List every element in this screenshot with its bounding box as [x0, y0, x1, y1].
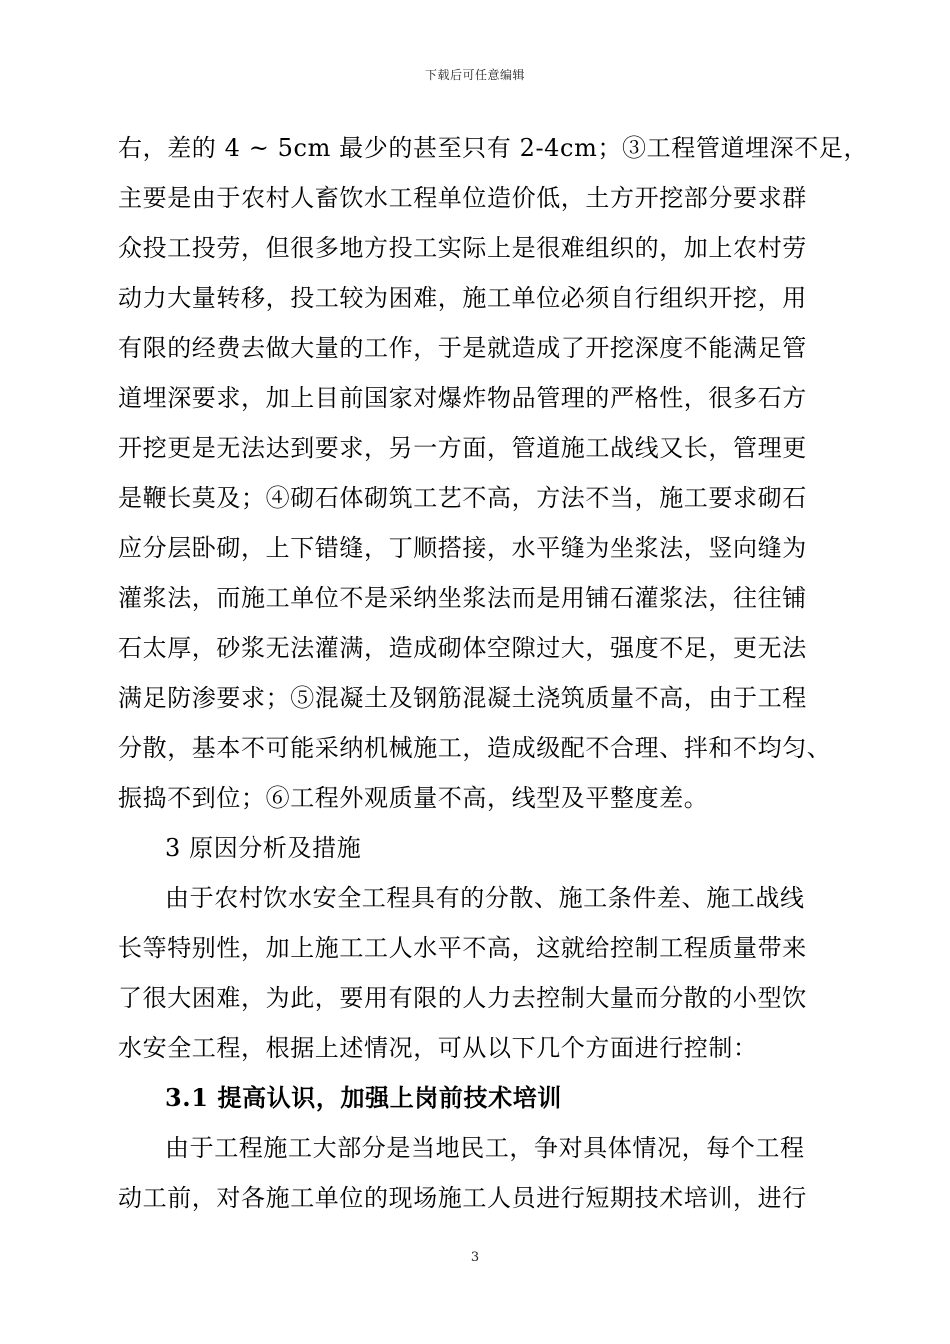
text-line: 开挖更是无法达到要求，另一方面，管道施工战线又长，管理更	[118, 434, 807, 462]
text-line: 振捣不到位；⑥工程外观质量不高，线型及平整度差。	[118, 784, 709, 812]
text-line: 灌浆法，而施工单位不是采纳坐浆法而是用铺石灌浆法，往往铺	[118, 584, 807, 612]
text-line: 动工前，对各施工单位的现场施工人员进行短期技术培训，进行	[118, 1184, 807, 1212]
subsection-heading: 3.1 提高认识，加强上岗前技术培训	[165, 1083, 562, 1112]
text-line: 了很大困难，为此，要用有限的人力去控制大量而分散的小型饮	[118, 984, 807, 1012]
page-header: 下载后可任意编辑	[424, 68, 525, 82]
text-line: 众投工投劳，但很多地方投工实际上是很难组织的，加上农村劳	[118, 234, 807, 262]
text-line: 由于工程施工大部分是当地民工，争对具体情况，每个工程	[165, 1134, 805, 1162]
text-line: 水安全工程，根据上述情况，可从以下几个方面进行控制：	[118, 1034, 758, 1062]
text-line: 主要是由于农村人畜饮水工程单位造价低，土方开挖部分要求群	[118, 184, 807, 212]
page-number: 3	[470, 1250, 480, 1265]
text-line: 应分层卧砌，上下错缝，丁顺搭接，水平缝为坐浆法，竖向缝为	[118, 534, 807, 562]
text-line: 分散，基本不可能采纳机械施工，造成级配不合理、拌和不均匀、	[118, 734, 832, 762]
text-line: 有限的经费去做大量的工作，于是就造成了开挖深度不能满足管	[118, 334, 807, 362]
text-line: 石太厚，砂浆无法灌满，造成砌体空隙过大，强度不足，更无法	[118, 634, 807, 662]
text-line: 由于农村饮水安全工程具有的分散、施工条件差、施工战线	[165, 884, 805, 912]
text-line: 是鞭长莫及；④砌石体砌筑工艺不高，方法不当，施工要求砌石	[118, 484, 807, 512]
text-line: 长等特别性，加上施工工人水平不高，这就给控制工程质量带来	[118, 934, 807, 962]
section-heading: 3 原因分析及措施	[165, 834, 362, 862]
text-line: 道埋深要求，加上目前国家对爆炸物品管理的严格性，很多石方	[118, 384, 807, 412]
text-line: 右，差的 4 ~ 5cm 最少的甚至只有 2-4cm；③工程管道埋深不足，	[118, 134, 869, 162]
text-line: 满足防渗要求；⑤混凝土及钢筋混凝土浇筑质量不高，由于工程	[118, 684, 807, 712]
text-line: 动力大量转移，投工较为困难，施工单位必须自行组织开挖，用	[118, 284, 807, 312]
